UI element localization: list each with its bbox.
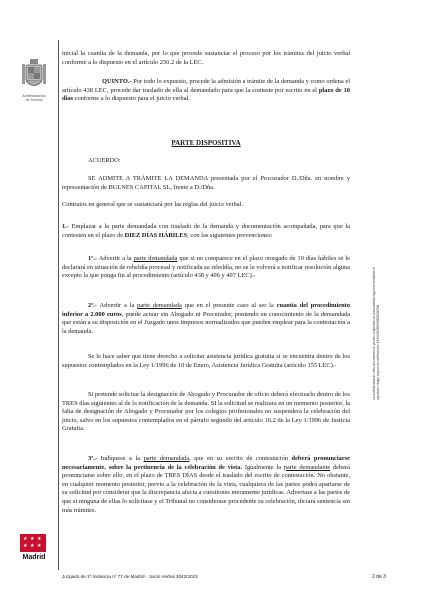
madrid-label: Madrid bbox=[22, 554, 46, 561]
quinto-label: QUINTO.- bbox=[102, 78, 132, 85]
sub3-underline-demandada: parte demandada bbox=[143, 455, 190, 462]
item1-label: 1.- bbox=[62, 223, 69, 230]
diez-dias-bold: DIEZ DÍAS HÁBILES bbox=[124, 231, 188, 239]
paragraph-sub3: 3º.- Indíquese a la parte demandada, que en su escrito de contestación deberá pronunciarse necesariamente, sobre la pertinencia de la celebración de vista. Igualmente la parte demandante deberá pronunciarse sobre ello, en el plazo de TRES DÍAS desde el traslado del escrito de contestación. No obstante, en cualquier momento posterior, previo a la celebración de la vista, cualquiera de las partes podrá apartarse de su solicitud por considerar que la discrepancia afecta a cuestiones meramente jurídicas. Advertase a las partes de que si ninguna de ellas lo solicitase y el Tribunal no considerase procedente su celebración, dictará sentencia sin más trámites. bbox=[62, 455, 351, 514]
section-title: PARTE DISPOSITIVA bbox=[171, 139, 241, 147]
paragraph-sub2: 2º.- Advertir a la parte demandada que en el presente caso al ser la cuantía del procedimiento inferior a 2.000 euros, puede actuar sin Abogado ni Procurador, poniendo en conocimiento de la demandada que están a su disposición en el Juzgado unos impresos normalizados que pueden emplear para la contestación a la demanda. bbox=[62, 302, 351, 335]
madrid-flag-icon: ★ ★ ★ ★ ★ ★ bbox=[20, 534, 46, 552]
paragraph-quinto: QUINTO.- Por todo lo expuesto, procede la admisión a trámite de la demanda y como ordena el artículo 438 LEC, procede dar traslado de ella al demandado para que la conteste por escrito en el plazo de 10 días conforme a lo dispuesto para el juicio verbal. bbox=[62, 78, 350, 103]
sub3-label: 3º.- bbox=[88, 455, 98, 462]
verification-strip bbox=[372, 260, 414, 400]
verification-text: La autenticidad de este documento se puede comprobar en www.madrid.org/cove mediante el siguiente código seguro de verificación: 1339429983498508150781 bbox=[372, 267, 381, 400]
sub1-underline: parte demandada bbox=[133, 255, 178, 262]
paragraph-sub1: 1º.- Advertir a la parte demandada que si no comparece en el plazo otorgado de 10 días hábiles se le declarará en situación de rebeldía procesal y notificada su rebeldía, no se le volverá a notificar resolución alguna excepto la que ponga fin al procedimiento (artículo 438 y 496 y 497 LEC).- bbox=[62, 255, 351, 280]
paragraph-item1: 1.- Emplazar a la parte demandada con traslado de la demanda y documentación acompañada, para que la contesten en el plazo de DIEZ DÍAS HÁBILES, con las siguientes prevenciones: bbox=[62, 223, 350, 239]
vista-bold: deberá pronunciarse necesariamente, sobre la pertinencia de la celebración de vista. bbox=[62, 455, 351, 471]
margin-divider bbox=[58, 40, 59, 570]
coat-of-arms-icon bbox=[20, 58, 48, 92]
administration-label: Administración de Justicia bbox=[22, 94, 46, 103]
footer-court: Juzgado de 1ª Instancia nº 77 de Madrid - Juicio Verbal 2042/2023 bbox=[62, 574, 198, 579]
sub3-underline-demandante: parte demandante bbox=[283, 463, 331, 471]
paragraph-gratuita: Se le hace saber que tiene derecho a solicitar asistencia jurídica gratuita si se encuentra dentro de los supuestos contemplados en la Ley 1/1996 de 10 de Enero, Asistencia Jurídica Gratuita (artículo 155 LEC).- bbox=[62, 353, 350, 369]
acuerdo-heading: ACUERDO: bbox=[88, 157, 121, 164]
paragraph-abogado: Si pretende solicitar la designación de Abogado y Procurador de oficio deberá efectuarlo dentro de los TRES días siguientes al de la notificación de la demanda. SI la solicitud se realizara en un momento posterior, la falta de designación de Abogado y Procurador por los colegios profesionales no suspenderá la celebración del juicio, salvo en los supuestos contemplados en el párrafo segundo del artículo 16.2 de la Ley 1/1996 de Justicia Gratuita. bbox=[62, 391, 350, 433]
sub1-label: 1º.- bbox=[88, 255, 98, 262]
page-number: 2 de 3 bbox=[372, 574, 386, 580]
sub2-label: 2º.- bbox=[88, 302, 98, 309]
paragraph-admite: SE ADMITE A TRÁMITE LA DEMANDA presentada por el Procurador D./Dña. en nombre y representación de BULNES CAPITAL SL, frente a D./Dña. bbox=[62, 175, 351, 191]
cuantia-bold: cuantía del procedimiento inferior a 2.000 euros bbox=[62, 302, 350, 318]
paragraph-contratos: Contratos en general que se sustanciará por las reglas del juicio verbal. bbox=[62, 201, 244, 208]
paragraph-intro: inicial la cuantía de la demanda, por lo que procede sustanciar el proceso por los trámites del juicio verbal conforme a lo dispuesto en el artículo 250.2 de la LEC. bbox=[62, 50, 350, 66]
sub2-underline: parte demandada bbox=[137, 302, 182, 309]
plazo-bold: plazo de 10 días bbox=[62, 86, 350, 103]
